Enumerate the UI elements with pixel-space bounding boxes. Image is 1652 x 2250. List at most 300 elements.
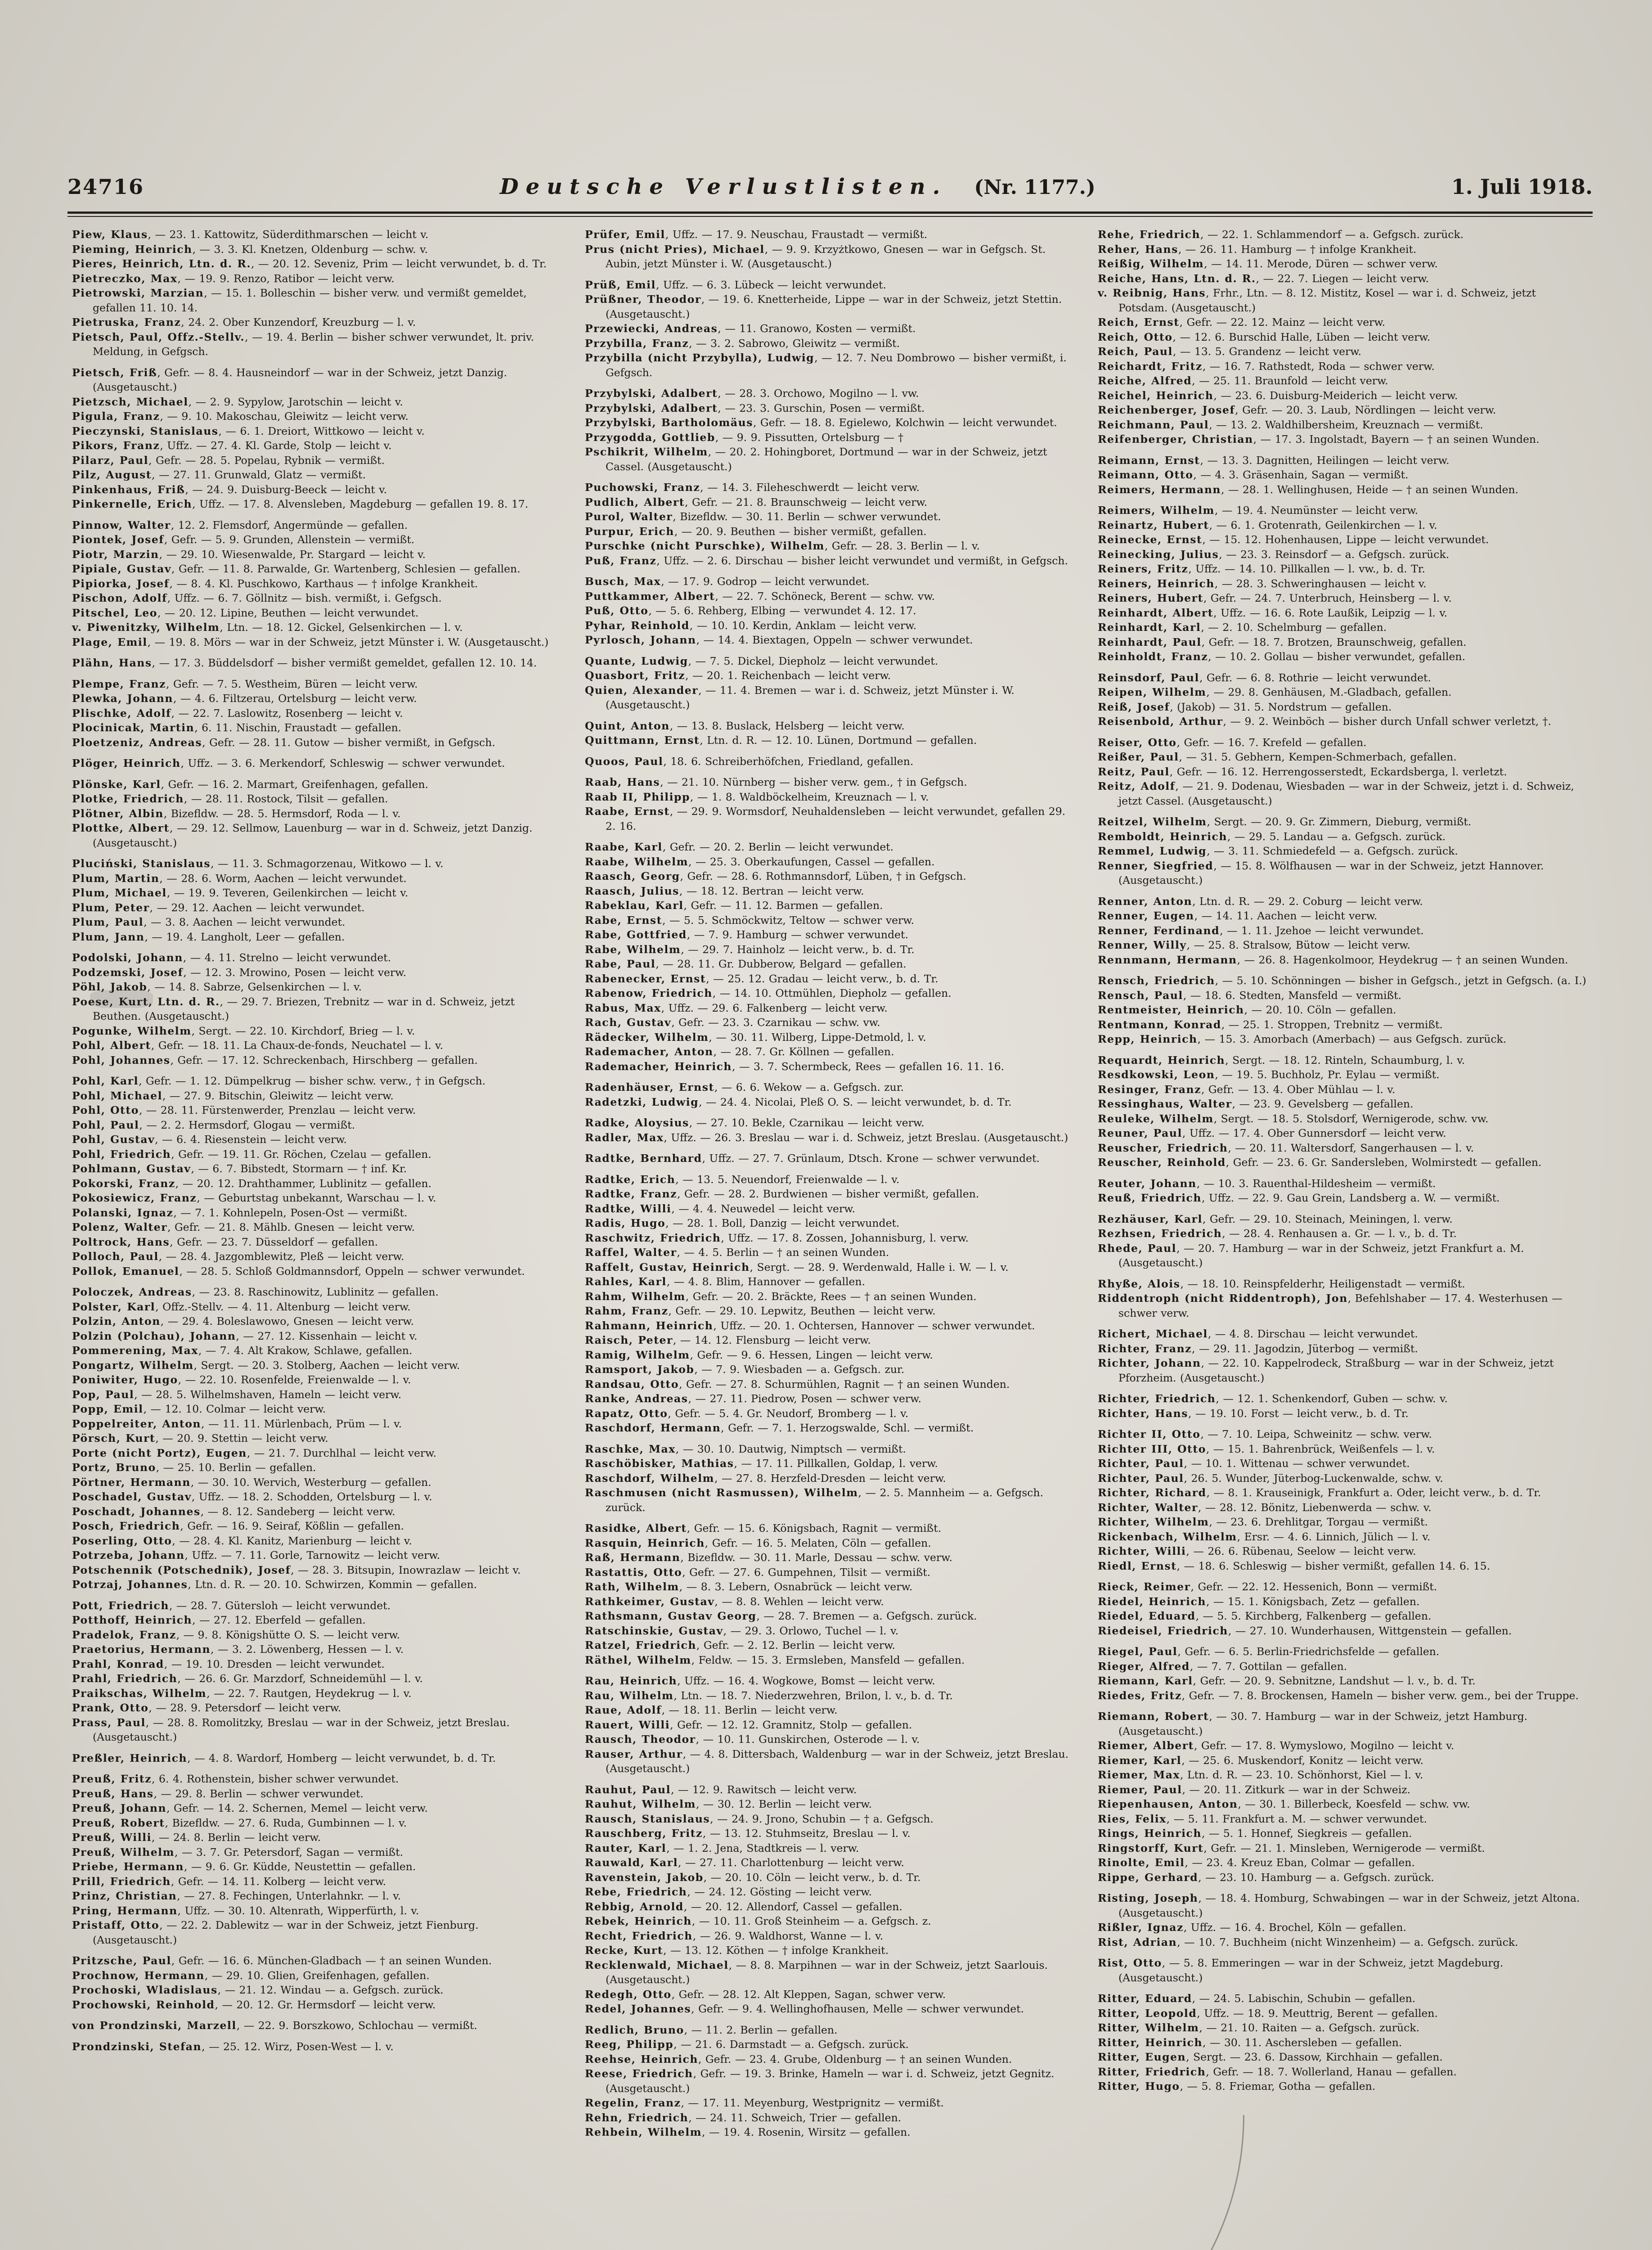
list-entry: Reimann, Ernst, — 13. 3. Dagnitten, Heilingen — leicht verw. (1098, 454, 1450, 467)
list-entry: Pilz, August, — 27. 11. Grunwald, Glatz — vermißt. (72, 468, 366, 481)
entry-name: Pietrowski, Marzian (72, 287, 204, 299)
entry-details: — 6. 1. Grotenrath, Geilenkirchen — l. v. (1216, 518, 1437, 531)
entry-details: — 16. 7. Rathstedt, Roda — schwer verw. (1209, 360, 1435, 373)
list-entry: Reinhardt, Paul, Gefr. — 18. 7. Brotzen, Braunschweig, gefallen. (1098, 635, 1467, 648)
list-entry: Rippe, Gerhard, — 23. 10. Hamburg — a. Gefgsch. zurück. (1098, 1871, 1434, 1884)
entry-details: Uffz. — 18. 9. Meuttrig, Berent — gefallen. (1204, 2007, 1438, 2020)
list-entry: Rieger, Alfred, — 7. 7. Gottilan — gefallen. (1098, 1660, 1347, 1673)
entry-details: — 21. 10. Nürnberg — bisher verw. gem., † in Gefgsch. (667, 776, 967, 788)
list-entry: Rasquin, Heinrich, Gefr. — 16. 5. Melaten, Cöln — gefallen. (585, 1536, 931, 1549)
entry-details: Uffz. — 17. 9. Neuschau, Fraustadt — vermißt. (672, 228, 928, 241)
entry-name: Rensch, Paul (1098, 989, 1183, 1002)
entry-details: — 27. 8. Fechingen, Unterlahnkr. — l. v. (184, 1890, 401, 1902)
list-entry: Pieczynski, Stanislaus, — 6. 1. Dreiort, Wittkowo — leicht v. (72, 424, 425, 437)
entry-name: Puttkammer, Albert (585, 590, 715, 603)
entry-name: Richter, Hans (1098, 1407, 1188, 1420)
entry-name: Riegel, Paul (1098, 1645, 1178, 1658)
list-entry: Rahmann, Heinrich, Uffz. — 20. 1. Ochtersen, Hannover — schwer verwundet. (585, 1319, 1035, 1332)
entry-name: Reifenberger, Christian (1098, 433, 1253, 446)
entry-details: — 26. 6. Rübenau, Seelow — leicht verw. (1193, 1545, 1416, 1557)
entry-name: Prochoski, Wladislaus (72, 1984, 218, 1996)
list-entry: Renner, Siegfried, — 15. 8. Wölfhausen — war in der Schweiz, jetzt Hannover. (Ausgetauscht.) (1098, 859, 1544, 886)
entry-name: Prüfer, Emil (585, 228, 665, 241)
entry-name: Polloch, Paul (72, 1250, 159, 1263)
list-entry: Rabeklau, Karl, Gefr. — 11. 12. Barmen — gefallen. (585, 899, 883, 912)
entry-details: Gefr. — 15. 6. Königsbach, Ragnit — vermißt. (694, 1522, 942, 1534)
list-entry: Richter, Paul, 26. 5. Wunder, Jüterbog-Luckenwalde, schw. v. (1098, 1472, 1443, 1485)
entry-details: Gefr. — 22. 12. Mainz — leicht verw. (1186, 316, 1386, 328)
list-entry: Raffel, Walter, — 4. 5. Berlin — † an seinen Wunden. (585, 1246, 889, 1259)
entry-name: Pilarz, Paul (72, 454, 149, 467)
list-entry: Rieck, Reimer, Gefr. — 22. 12. Hessenich, Bonn — vermißt. (1098, 1580, 1437, 1593)
entry-details: Uffz. — 17. 8. Alvensleben, Magdeburg — gefallen 19. 8. 17. (199, 498, 529, 510)
entry-details: — 5. 5. Kirchberg, Falkenberg — gefallen. (1203, 1610, 1432, 1622)
entry-details: — 9. 8. Königshütte O. S. — leicht verw. (183, 1628, 400, 1641)
entry-details: Gefr. — 7. 1. Herzogswalde, Schl. — vermißt. (728, 1422, 974, 1434)
entry-details: — 9. 9. Pissutten, Ortelsburg — † (722, 431, 904, 444)
list-entry: Radtke, Willi, — 4. 4. Neuwedel — leicht verw. (585, 1202, 855, 1215)
entry-name: Riemer, Albert (1098, 1739, 1194, 1752)
list-entry: Posch, Friedrich, Gefr. — 16. 9. Seiraf, Kößlin — gefallen. (72, 1520, 404, 1532)
list-entry: Richter, Hans, — 19. 10. Forst — leicht verw., b. d. Tr. (1098, 1407, 1409, 1420)
list-entry: Purol, Walter, Bizefldw. — 30. 11. Berlin — schwer verwundet. (585, 510, 941, 523)
entry-details: — 12. 6. Burschid Halle, Lüben — leicht verw. (1180, 330, 1431, 343)
list-entry: Rist, Otto, — 5. 8. Emmeringen — war in der Schweiz, jetzt Magdeburg. (Ausgetauscht.) (1098, 1957, 1504, 1984)
entry-details: — 7. 4. Alt Krakow, Schlawe, gefallen. (205, 1344, 413, 1357)
entry-name: Ritter, Friedrich (1098, 2065, 1206, 2078)
entry-details: — 31. 5. Gebhern, Kempen-Schmerbach, gefallen. (1186, 751, 1457, 763)
entry-name: Radke, Aloysius (585, 1116, 689, 1129)
entry-name: Ressinghaus, Walter (1098, 1098, 1232, 1110)
list-entry: Poschadt, Johannes, — 8. 12. Sandeberg — leicht verw. (72, 1505, 395, 1518)
entry-details: — 23. 3. Gurschin, Posen — vermißt. (725, 401, 925, 414)
entry-name: Reuner, Paul (1098, 1127, 1182, 1139)
entry-details: — 22. 7. Rautgen, Heydekrug — l. v. (214, 1687, 412, 1700)
list-entry: Raß, Hermann, Bizefldw. — 30. 11. Marle, Dessau — schw. verw. (585, 1551, 952, 1564)
list-entry: Priebe, Hermann, — 9. 6. Gr. Küdde, Neustettin — gefallen. (72, 1860, 416, 1873)
list-entry: Pieming, Heinrich, — 3. 3. Kl. Knetzen, Oldenburg — schw. v. (72, 243, 428, 256)
entry-name: Richter, Paul (1098, 1457, 1184, 1470)
entry-name: Prochnow, Hermann (72, 1969, 205, 1982)
entry-details: — 26. 6. Gr. Marzdorf, Schneidemühl — l. v. (184, 1672, 423, 1685)
entry-details: 26. 5. Wunder, Jüterbog-Luckenwalde, schw. v. (1191, 1472, 1443, 1485)
entry-name: Poltrock, Hans (72, 1235, 170, 1248)
entry-name: Pokorski, Franz (72, 1177, 175, 1190)
entry-name: Rabe, Wilhelm (585, 943, 681, 956)
entry-details: — 30. 11. Wilberg, Lippe-Detmold, l. v. (716, 1030, 926, 1044)
entry-name: Reinholdt, Franz (1098, 650, 1208, 663)
entry-details: Uffz. — 3. 6. Merkendorf, Schleswig — schwer verwundet. (188, 757, 505, 770)
entry-name: Preuß, Johann (72, 1802, 167, 1814)
entry-name: Pietreczko, Max (72, 272, 178, 285)
header-rule-thin (67, 216, 1593, 217)
list-entry: Reipen, Wilhelm, — 29. 8. Genhäusen, M.-Gladbach, gefallen. (1098, 686, 1452, 698)
entry-details: — 25. 12. Gradau — leicht verw., b. d. Tr. (713, 972, 938, 985)
entry-details: Gefr. — 11. 8. Parwalde, Gr. Wartenberg, Schlesien — gefallen. (179, 562, 521, 575)
entry-details: — 7. 9. Hamburg — schwer verwundet. (694, 928, 908, 941)
entry-name: Quoos, Paul (585, 755, 664, 768)
entry-name: Radtke, Willi (585, 1202, 672, 1215)
entry-name: Ries, Felix (1098, 1812, 1167, 1825)
entry-name: Poserling, Otto (72, 1534, 172, 1547)
entry-details: — 3. 3. Kl. Knetzen, Oldenburg — schw. v. (199, 243, 428, 256)
entry-details: Gefr. — 17. 8. Wymyslowo, Mogilno — leicht v. (1201, 1739, 1454, 1752)
entry-details: Uffz. — 6. 7. Göllnitz — bish. vermißt, i. Gefgsch. (174, 592, 442, 604)
list-entry: Reimers, Hermann, — 28. 1. Wellinghusen, Heide — † an seinen Wunden. (1098, 483, 1519, 496)
list-entry: Reimers, Wilhelm, — 19. 4. Neumünster — leicht verw. (1098, 504, 1419, 517)
entry-details: — 11. 3. Schmagorzenau, Witkowo — l. v. (218, 857, 444, 870)
list-entry: Pohlmann, Gustav, — 6. 7. Bibstedt, Stormarn — † inf. Kr. (72, 1162, 407, 1175)
list-entry: Remmel, Ludwig, — 3. 11. Schmiedefeld — a. Gefgsch. zurück. (1098, 845, 1458, 857)
entry-details: Sergt. — 22. 10. Kirchdorf, Brieg — l. v. (198, 1024, 415, 1037)
entry-details: Gefr. — 28. 5. Popelau, Rybnik — vermißt. (156, 454, 385, 467)
entry-details: — 27. 11. Grunwald, Glatz — vermißt. (159, 468, 366, 481)
entry-details: Gefr. — 6. 5. Berlin-Friedrichsfelde — gefallen. (1185, 1645, 1440, 1658)
entry-name: Ramsport, Jakob (585, 1363, 695, 1376)
list-entry: Richter, Willi, — 26. 6. Rübenau, Seelow — leicht verw. (1098, 1545, 1416, 1557)
entry-name: Rezhäuser, Karl (1098, 1212, 1203, 1225)
entry-details: — 26. 9. Waldhorst, Wanne — l. v. (700, 1929, 884, 1942)
entry-name: Reher, Hans (1098, 243, 1178, 256)
list-entry: Rennmann, Hermann, — 26. 8. Hagenkolmoor, Heydekrug — † an seinen Wunden. (1098, 953, 1568, 966)
entry-details: Ltn. — 18. 7. Niederzwehren, Brilon, l. v., b. d. Tr. (681, 1689, 953, 1702)
entry-details: — 29. 10. Wiesenwalde, Pr. Stargard — leicht v. (166, 548, 426, 561)
entry-details: — 21. 7. Durchlhal — leicht verw. (254, 1446, 437, 1459)
list-entry: Rebek, Heinrich, — 10. 11. Groß Steinheim — a. Gefgsch. z. (585, 1915, 931, 1927)
list-entry: Pokosiewicz, Franz, — Geburtstag unbekannt, Warschau — l. v. (72, 1192, 436, 1204)
list-entry: Pogunke, Wilhelm, Sergt. — 22. 10. Kirchdorf, Brieg — l. v. (72, 1024, 415, 1037)
entry-details: — 17. 3. Büddelsdorf — bisher vermißt gemeldet, gefallen 12. 10. 14. (159, 657, 537, 669)
list-entry: Rensch, Friedrich, — 5. 10. Schönningen — bisher in Gefgsch., jetzt in Gefgsch. (a. I.) (1098, 974, 1586, 987)
entry-details: — 23. 4. Kreuz Eban, Colmar — gefallen. (1192, 1856, 1415, 1869)
entry-details: Uffz. — 16. 6. Rote Laußik, Leipzig — l. v. (1221, 606, 1448, 619)
list-entry: Quint, Anton, — 13. 8. Buslack, Helsberg — leicht verw. (585, 719, 905, 732)
entry-name: Richter, Franz (1098, 1342, 1192, 1355)
list-entry: Pritzsche, Paul, Gefr. — 16. 6. München-Gladbach — † an seinen Wunden. (72, 1954, 492, 1967)
list-entry: Randsau, Otto, Gefr. — 27. 8. Schurmühlen, Ragnit — † an seinen Wunden. (585, 1377, 1010, 1390)
list-entry: Plocinicak, Martin, 6. 11. Nischin, Fraustadt — gefallen. (72, 721, 402, 734)
list-entry: Rädecker, Wilhelm, — 30. 11. Wilberg, Lippe-Detmold, l. v. (585, 1030, 926, 1044)
list-entry: Przygodda, Gottlieb, — 9. 9. Pissutten, Ortelsburg — † (585, 431, 904, 444)
list-entry: Ritter, Friedrich, Gefr. — 18. 7. Wollerland, Hanau — gefallen. (1098, 2065, 1457, 2078)
entry-details: — 28. 7. Gütersloh — leicht verwundet. (176, 1599, 391, 1612)
list-entry: Pörsch, Kurt, — 20. 9. Stettin — leicht verw. (72, 1432, 328, 1444)
entry-details: — 28. 12. Bönitz, Liebenwerda — schw. v. (1205, 1501, 1432, 1514)
list-entry: Resinger, Franz, Gefr. — 13. 4. Ober Mühlau — l. v. (1098, 1083, 1396, 1096)
entry-details: Gefr. — 29. 10. Lepwitz, Beuthen — leicht verw. (675, 1305, 936, 1317)
list-entry: Raabe, Ernst, — 29. 9. Wormsdorf, Neuhaldensleben — leicht verwundet, gefallen 29. 2. 16. (585, 805, 1066, 832)
entry-name: Reiser, Otto (1098, 736, 1177, 749)
list-entry: Ranke, Andreas, — 27. 11. Piedrow, Posen — schwer verw. (585, 1392, 921, 1405)
entry-name: Plötner, Albin (72, 807, 164, 820)
entry-details: — 10. 1. Wittenau — schwer verwundet. (1191, 1457, 1410, 1470)
entry-details: — 29. 12. Aachen — leicht verwundet. (157, 901, 365, 914)
entry-name: Preuß, Fritz (72, 1773, 152, 1785)
list-entry: Pietrowski, Marzian, — 15. 1. Bolleschin — bisher verw. und vermißt gemeldet, gefallen 11. 10. 14. (72, 287, 527, 314)
entry-name: Renner, Siegfried (1098, 859, 1214, 872)
entry-name: Rauhut, Paul (585, 1783, 671, 1796)
entry-name: Recke, Kurt (585, 1944, 664, 1957)
list-entry: Riemer, Karl, — 25. 6. Muskendorf, Konitz — leicht verw. (1098, 1754, 1424, 1767)
entry-details: Gefr. — 16. 7. Krefeld — gefallen. (1184, 736, 1367, 749)
entry-details: — 21. 12. Windau — a. Gefgsch. zurück. (224, 1984, 444, 1996)
entry-details: Gefr. — 16. 5. Melaten, Cöln — gefallen. (712, 1536, 931, 1549)
entry-name: Raabe, Wilhelm (585, 855, 688, 868)
entry-details: — 22. 7. Schöneck, Berent — schw. vw. (722, 590, 935, 603)
entry-name: Reitz, Adolf (1098, 780, 1176, 792)
entry-name: Raabe, Karl (585, 841, 663, 853)
entry-name: Rademacher, Anton (585, 1045, 714, 1058)
entry-name: Pschikrit, Wilhelm (585, 446, 708, 458)
casualty-columns (67, 227, 1593, 2250)
entry-name: Plum, Paul (72, 916, 144, 928)
list-entry: Rabenow, Friedrich, — 14. 10. Ottmühlen, Diepholz — gefallen. (585, 987, 952, 999)
entry-details: Gefr. — 12. 12. Gramnitz, Stolp — gefallen. (677, 1718, 912, 1731)
issue-date: 1. Juli 1918. (1451, 175, 1593, 199)
list-entry: Puß, Franz, Uffz. — 2. 6. Dirschau — bisher leicht verwundet und vermißt, in Gefgsch. (585, 554, 1068, 567)
list-entry: Polenz, Walter, Gefr. — 21. 8. Mählb. Gnesen — leicht verw. (72, 1221, 415, 1233)
entry-name: Rademacher, Heinrich (585, 1060, 732, 1073)
list-entry: Portz, Bruno, — 25. 10. Berlin — gefallen. (72, 1461, 316, 1474)
entry-details: — 25. 8. Stralsow, Bütow — leicht verw. (1194, 939, 1410, 951)
entry-name: Piotr, Marzin (72, 548, 159, 561)
entry-details: — 29. 12. Sellmow, Lauenburg — war in d. Schweiz, jetzt Danzig. (Ausgetauscht.) (93, 822, 533, 849)
entry-name: Räthel, Wilhelm (585, 1653, 691, 1666)
entry-name: Rasidke, Albert (585, 1522, 687, 1534)
entry-name: Raffel, Walter (585, 1246, 677, 1259)
page-number: 24716 (67, 175, 144, 199)
list-entry: Prondzinski, Stefan, — 25. 12. Wirz, Posen-West — l. v. (72, 2040, 394, 2053)
entry-name: Reiche, Alfred (1098, 374, 1192, 387)
list-entry: Riemann, Karl, Gefr. — 20. 9. Sebnitzne, Landshut — l. v., b. d. Tr. (1098, 1674, 1476, 1687)
entry-details: — 24. 4. Nicolai, Pleß O. S. — leicht verwundet, b. d. Tr. (706, 1095, 1012, 1108)
entry-name: Reinecke, Ernst (1098, 533, 1203, 546)
entry-name: Ratzel, Friedrich (585, 1639, 696, 1652)
entry-name: Radis, Hugo (585, 1217, 666, 1229)
entry-details: — 18. 4. Homburg, Schwabingen — war in der Schweiz, jetzt Altona. (Ausgetauscht.) (1118, 1892, 1580, 1919)
entry-name: Radtke, Erich (585, 1173, 676, 1186)
entry-details: — 27. 10. Wunderhausen, Wittgenstein — gefallen. (1235, 1624, 1512, 1637)
entry-name: Riemann, Robert (1098, 1710, 1209, 1723)
list-entry: Raschdorf, Wilhelm, — 27. 8. Herzfeld-Dresden — leicht verw. (585, 1472, 946, 1485)
entry-name: Ratschinskie, Gustav (585, 1624, 723, 1637)
entry-details: Gefr. — 2. 12. Berlin — leicht verw. (703, 1639, 895, 1652)
entry-name: Pietruska, Franz (72, 316, 181, 328)
entry-details: — 19. 10. Dresden — leicht verwundet. (171, 1657, 385, 1670)
list-entry: Plum, Jann, — 19. 4. Langholt, Leer — gefallen. (72, 930, 345, 943)
entry-name: von Prondzinski, Marzell (72, 2019, 237, 2032)
entry-details: — 18. 11. Berlin — leicht verw. (669, 1704, 838, 1716)
list-entry: Poltrock, Hans, Gefr. — 23. 7. Düsseldorf — gefallen. (72, 1235, 378, 1248)
list-entry: Preuß, Wilhelm, — 3. 7. Gr. Petersdorf, Sagan — vermißt. (72, 1845, 404, 1858)
entry-details: — 20. 12. Gr. Hermsdorf — leicht verw. (222, 1998, 436, 2011)
entry-details: Uffz. — 29. 6. Falkenberg — leicht verw. (668, 1001, 888, 1014)
entry-details: — 20. 12. Lipine, Beuthen — leicht verwundet. (164, 606, 419, 619)
entry-name: Rabeklau, Karl (585, 899, 684, 912)
entry-name: Raschdorf, Wilhelm (585, 1472, 715, 1485)
entry-details: — 29. 9. Wormsdorf, Neuhaldensleben — leicht verwundet, gefallen 29. 2. 16. (606, 805, 1066, 832)
list-entry: Podzemski, Josef, — 12. 3. Mrowino, Posen — leicht verw. (72, 966, 407, 979)
entry-name: Reehse, Heinrich (585, 2052, 698, 2066)
list-entry: Potthoff, Heinrich, — 27. 12. Eberfeld — gefallen. (72, 1614, 366, 1626)
list-entry: Renner, Ferdinand, — 1. 11. Jzehoe — leicht verwundet. (1098, 924, 1424, 937)
list-entry: Pohl, Michael, — 27. 9. Bitschin, Gleiwitz — leicht verw. (72, 1089, 394, 1102)
entry-details: — 20. 10. Cöln — leicht verw., b. d. Tr. (710, 1871, 921, 1884)
entry-details: Gefr. — 21. 8. Braunschweig — leicht verw. (692, 495, 928, 508)
list-entry: Rausch, Theodor, — 10. 11. Gunskirchen, Osterode — l. v. (585, 1733, 920, 1746)
entry-details: — 13. 3. Dagnitten, Heilingen — leicht verw. (1207, 454, 1450, 467)
entry-name: Posch, Friedrich (72, 1520, 180, 1532)
list-entry: Plöger, Heinrich, Uffz. — 3. 6. Merkendorf, Schleswig — schwer verwundet. (72, 757, 505, 770)
entry-details: (Jakob) — 31. 5. Nordstrum — gefallen. (1177, 700, 1392, 713)
entry-details: — 25. 11. Braunfold — leicht verw. (1199, 374, 1388, 387)
entry-details: — 24. 9. Jrono, Schubin — † a. Gefgsch. (717, 1812, 934, 1825)
entry-details: Gefr. — 20. 3. Laub, Nördlingen — leicht verw. (1242, 404, 1496, 416)
entry-details: Gefr. — 7. 5. Westheim, Büren — leicht verw. (173, 677, 418, 690)
entry-details: Gefr. — 16. 6. München-Gladbach — † an seinen Wunden. (178, 1954, 492, 1967)
entry-details: — 23. 3. Reinsdorf — a. Gefgsch. zurück. (1226, 548, 1450, 561)
entry-name: Pott, Friedrich (72, 1599, 169, 1612)
entry-details: — 29. 5. Landau — a. Gefgsch. zurück. (1234, 830, 1446, 843)
list-entry: Poloczek, Andreas, — 23. 8. Raschinowitz, Lublinitz — gefallen. (72, 1286, 439, 1298)
list-entry: Ritter, Eduard, — 24. 5. Labischin, Schubin — gefallen. (1098, 1992, 1416, 2005)
list-entry: Rehe, Friedrich, — 22. 1. Schlammendorf — a. Gefgsch. zurück. (1098, 228, 1464, 241)
entry-name: Raab, Hans (585, 776, 660, 788)
entry-name: Reiners, Hubert (1098, 592, 1203, 604)
entry-details: — 5. 8. Emmeringen — war in der Schweiz, jetzt Magdeburg. (Ausgetauscht.) (1118, 1957, 1504, 1984)
list-entry: Przybilla (nicht Przybylla), Ludwig, — 12. 7. Neu Dombrowo — bisher vermißt, i. Gefgsch. (585, 351, 1067, 379)
entry-name: Pieres, Heinrich, Ltn. d. R. (72, 257, 251, 270)
entry-details: — 22. 9. Borszkowo, Schlochau — vermißt. (243, 2019, 477, 2032)
entry-details: — 28. 11. Fürstenwerder, Prenzlau — leicht verw. (146, 1104, 416, 1116)
entry-details: — 27. 11. Piedrow, Posen — schwer verw. (695, 1392, 921, 1405)
entry-details: Uffz. — 17. 8. Zossen, Johannisburg, l. verw. (728, 1231, 969, 1244)
list-entry: Rauschberg, Fritz, — 13. 12. Stuhmseitz, Breslau — l. v. (585, 1827, 911, 1840)
entry-name: Riemann, Karl (1098, 1674, 1193, 1687)
entry-details: — 20. 9. Stettin — leicht verw. (162, 1432, 328, 1444)
entry-details: — 20. 7. Hamburg — war in der Schweiz, jetzt Frankfurt a. M. (Ausgetauscht.) (1118, 1242, 1524, 1269)
list-entry: Reimann, Otto, — 4. 3. Gräsenhain, Sagan — vermißt. (1098, 468, 1409, 481)
entry-name: Poese, Kurt, Ltn. d. R. (72, 995, 220, 1008)
entry-name: Plewka, Johann (72, 692, 173, 705)
entry-details: — 27. 9. Bitschin, Gleiwitz — leicht verw. (169, 1089, 394, 1102)
list-entry: Reehse, Heinrich, Gefr. — 23. 4. Grube, Oldenburg — † an seinen Wunden. (585, 2052, 1012, 2066)
entry-name: Raschöbisker, Mathias (585, 1457, 734, 1470)
entry-name: Ravenstein, Jakob (585, 1871, 704, 1884)
entry-details: Gefr. — 17. 12. Schreckenbach, Hirschberg — gefallen. (177, 1053, 478, 1066)
entry-details: — 9. 10. Makoschau, Gleiwitz — leicht verw. (167, 410, 409, 423)
entry-name: Rahmann, Heinrich (585, 1319, 714, 1332)
list-entry: Prinz, Christian, — 27. 8. Fechingen, Unterlahnkr. — l. v. (72, 1890, 401, 1902)
list-entry: Reese, Friedrich, Gefr. — 19. 3. Brinke, Hameln — war i. d. Schweiz, jetzt Gegnitz. (Ausgetauscht.) (585, 2067, 1055, 2095)
entry-name: Rebe, Friedrich (585, 1886, 687, 1898)
entry-details: — 22. 1. Schlammendorf — a. Gefgsch. zurück. (1208, 228, 1464, 241)
entry-details: — 6. 4. Riesenstein — leicht verw. (162, 1133, 347, 1146)
entry-details: Gefr. — 14. 11. Kolberg — leicht verw. (178, 1875, 386, 1888)
entry-details: — 10. 11. Groß Steinheim — a. Gefgsch. z. (699, 1915, 931, 1927)
entry-details: — 29. 8. Genhäusen, M.-Gladbach, gefallen. (1213, 686, 1452, 698)
entry-name: Rausch, Theodor (585, 1733, 696, 1746)
entry-details: — 28. 6. Worm, Aachen — leicht verwundet. (166, 872, 407, 885)
entry-details: — 19. 8. Mörs — war in der Schweiz, jetzt Münster i. W. (Ausgetauscht.) (154, 635, 549, 648)
entry-name: Pohl, Karl (72, 1075, 139, 1087)
list-entry: Polzin, Anton, — 29. 4. Boleslawowo, Gnesen — leicht verw. (72, 1315, 414, 1328)
list-entry: Rabe, Ernst, — 5. 5. Schmöckwitz, Teltow — schwer verw. (585, 914, 915, 927)
list-entry: Reitzel, Wilhelm, Sergt. — 20. 9. Gr. Zimmern, Dieburg, vermißt. (1098, 815, 1472, 828)
list-entry: Pietreczko, Max, — 19. 9. Renzo, Ratibor — leicht verw. (72, 272, 395, 285)
entry-name: Richter II, Otto (1098, 1428, 1201, 1440)
entry-details: — 27. 11. Charlottenburg — leicht verw. (685, 1856, 904, 1869)
entry-details: — 2. 5. Mannheim — a. Gefgsch. zurück. (606, 1486, 1044, 1514)
page-header (67, 169, 1593, 205)
entry-name: Riepenhausen, Anton (1098, 1798, 1238, 1810)
list-entry: Prus (nicht Pries), Michael, — 9. 9. Krzyżtkowo, Gnesen — war in Gefgsch. St. Aubin, jetzt Münster i. W. (Ausgetauscht.) (585, 243, 1046, 270)
entry-name: Quante, Ludwig (585, 654, 688, 667)
entry-name: Preuß, Robert (72, 1816, 165, 1829)
entry-name: Riddentroph (nicht Riddentroph), Jon (1098, 1292, 1348, 1305)
entry-details: — 3. 11. Schmiedefeld — a. Gefgsch. zurück. (1214, 845, 1458, 857)
entry-name: Reese, Friedrich (585, 2067, 693, 2080)
list-entry: Requardt, Heinrich, Sergt. — 18. 12. Rinteln, Schaumburg, l. v. (1098, 1053, 1465, 1066)
entry-name: Raschke, Max (585, 1442, 676, 1455)
entry-name: Reißig, Wilhelm (1098, 257, 1204, 270)
entry-name: Rieck, Reimer (1098, 1580, 1191, 1593)
list-entry: Rastattis, Otto, Gefr. — 27. 6. Gumpehnen, Tilsit — vermißt. (585, 1566, 931, 1579)
list-entry: Pietzsch, Michael, — 2. 9. Sypylow, Jarotschin — leicht v. (72, 395, 403, 408)
list-entry: Rauert, Willi, Gefr. — 12. 12. Gramnitz, Stolp — gefallen. (585, 1718, 912, 1731)
entry-name: Reiß, Josef (1098, 700, 1170, 713)
list-entry: Rathsmann, Gustav Georg, — 28. 7. Bremen — a. Gefgsch. zurück. (585, 1610, 977, 1622)
list-entry: Potrzeba, Johann, Uffz. — 7. 11. Gorle, Tarnowitz — leicht verw. (72, 1549, 440, 1562)
entry-name: Plum, Jann (72, 930, 145, 943)
entry-name: Richter, Walter (1098, 1501, 1198, 1514)
list-entry: Riemer, Max, Ltn. d. R. — 23. 10. Schönhorst, Kiel — l. v. (1098, 1768, 1423, 1781)
list-entry: Plum, Martin, — 28. 6. Worm, Aachen — leicht verwundet. (72, 872, 407, 885)
list-entry: Plottke, Albert, — 29. 12. Sellmow, Lauenburg — war in d. Schweiz, jetzt Danzig. (Ausgetauscht.) (72, 822, 533, 849)
entry-name: Quittmann, Ernst (585, 734, 700, 747)
list-entry: Rademacher, Heinrich, — 3. 7. Schermbeck, Rees — gefallen 16. 11. 16. (585, 1060, 1005, 1073)
list-entry: Raasch, Julius, — 18. 12. Bertran — leicht verw. (585, 884, 864, 897)
entry-details: — 18. 6. Schleswig — bisher vermißt, gefallen 14. 6. 15. (1184, 1559, 1490, 1572)
entry-details: — 4. 4. Neuwedel — leicht verw. (678, 1202, 855, 1215)
entry-name: Przybylski, Bartholomäus (585, 416, 753, 429)
list-entry: Ritter, Hugo, — 5. 8. Friemar, Gotha — gefallen. (1098, 2080, 1376, 2092)
entry-name: Pyhar, Reinhold (585, 619, 690, 632)
list-entry: Preßler, Heinrich, — 4. 8. Wardorf, Homberg — leicht verwundet, b. d. Tr. (72, 1751, 496, 1764)
list-entry: Pörtner, Hermann, — 30. 10. Wervich, Westerburg — gefallen. (72, 1476, 431, 1489)
list-entry: Pinkenhaus, Friß, — 24. 9. Duisburg-Beeck — leicht v. (72, 483, 387, 496)
entry-name: Pietsch, Friß (72, 366, 157, 379)
entry-name: Pring, Hermann (72, 1904, 178, 1917)
entry-details: 6. 4. Rothenstein, bisher schwer verwundet. (159, 1773, 399, 1785)
entry-name: Redegh, Otto (585, 1988, 672, 2001)
entry-name: Purpur, Erich (585, 525, 674, 538)
entry-details: Gefr. — 13. 4. Ober Mühlau — l. v. (1208, 1083, 1396, 1096)
list-entry: Reiners, Fritz, Uffz. — 14. 10. Pillkallen — l. vw., b. d. Tr. (1098, 562, 1425, 575)
list-entry: Pyrlosch, Johann, — 14. 4. Biextagen, Oppeln — schwer verwundet. (585, 634, 973, 646)
entry-name: Rau, Heinrich (585, 1674, 678, 1687)
entry-name: Ritter, Eugen (1098, 2051, 1186, 2063)
entry-name: Reichenberger, Josef (1098, 404, 1235, 416)
entry-name: Polzin, Anton (72, 1315, 161, 1328)
entry-details: — 22. 2. Dablewitz — war in der Schweiz, jetzt Fienburg. (Ausgetauscht.) (93, 1919, 479, 1946)
entry-name: Pieczynski, Stanislaus (72, 424, 219, 437)
list-entry: Prahl, Konrad, — 19. 10. Dresden — leicht verwundet. (72, 1657, 385, 1670)
list-entry: Richter III, Otto, — 15. 1. Bahrenbrück, Weißenfels — l. v. (1098, 1442, 1435, 1455)
list-entry: Radis, Hugo, — 28. 1. Boll, Danzig — leicht verwundet. (585, 1217, 900, 1229)
list-entry: Reuter, Johann, — 10. 3. Rauenthal-Hildesheim — vermißt. (1098, 1177, 1436, 1190)
entry-details: — 30. 1. Billerbeck, Koesfeld — schw. vw. (1245, 1798, 1470, 1810)
